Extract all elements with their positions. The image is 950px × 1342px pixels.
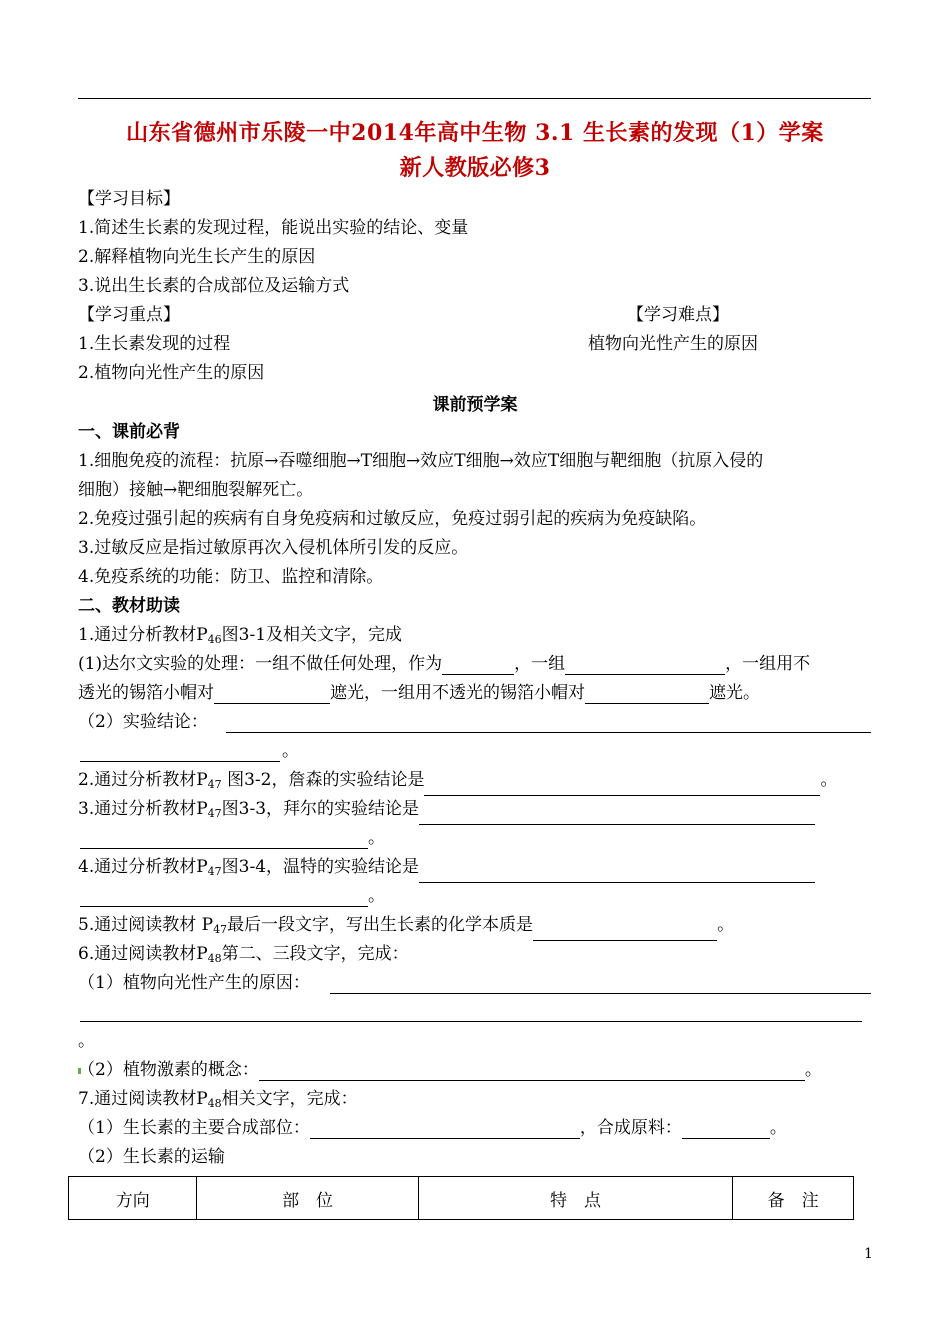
answer-line[interactable] [80, 848, 368, 849]
q6-line2-end-mark: 。 [804, 1060, 822, 1080]
question-1-conclusion-label: （2）实验结论： [78, 712, 208, 732]
question-7-line-1 [78, 1117, 787, 1139]
answer-blank[interactable] [565, 657, 725, 675]
objective-item: 1.简述生长素的发现过程，能说出实验的结论、变量 [78, 218, 469, 238]
document-title-line-2: 新人教版必修3 [399, 155, 551, 181]
part1-line: 2.免疫过强引起的疾病有自身免疫病和过敏反应，免疫过弱引起的疾病为免疫缺陷。 [78, 509, 707, 529]
question-6-line-1: （1）植物向光性产生的原因： [78, 973, 310, 993]
q6-line2-label: （2）植物激素的概念： [78, 1060, 259, 1080]
objectives-heading: 【学习目标】 [78, 189, 180, 209]
q7-line1-b: ，合成原料： [579, 1118, 682, 1138]
part2-heading: 二、教材助读 [78, 596, 180, 616]
question-6-intro [78, 943, 409, 970]
difficulty-item: 植物向光性产生的原因 [588, 334, 758, 354]
answer-blank[interactable] [585, 686, 709, 704]
question-7-intro [78, 1088, 358, 1115]
q5-text-a: 5.通过阅读教材 P [78, 915, 214, 935]
objective-item: 2.解释植物向光生长产生的原因 [78, 247, 316, 267]
q3-text-b: 图3-3，拜尔的实验结论是 [221, 799, 420, 819]
q6-text-a: 6.通过阅读教材P [78, 944, 208, 964]
answer-blank[interactable] [442, 657, 514, 675]
answer-line[interactable] [330, 993, 871, 994]
table-header-notes: 备 注 [733, 1177, 854, 1220]
q1-page-sub: 46 [207, 633, 222, 646]
part1-line: 3.过敏反应是指过敏原再次入侵机体所引发的反应。 [78, 538, 469, 558]
q1-line1-c: ，一组用不 [725, 654, 811, 674]
q6-page-sub: 48 [207, 952, 222, 965]
keypoint-item: 1.生长素发现的过程 [78, 334, 231, 354]
header-rule [78, 98, 871, 99]
question-6-line-2 [78, 1059, 822, 1081]
q7-text-a: 7.通过阅读教材P [78, 1089, 208, 1109]
answer-blank[interactable] [419, 807, 815, 825]
q5-page-sub: 47 [213, 923, 228, 936]
q2-end-mark: 。 [820, 770, 838, 790]
page-number: 1 [864, 1246, 873, 1262]
q1-text-b: 图3-1及相关文字，完成 [221, 625, 403, 645]
answer-blank[interactable] [682, 1121, 770, 1139]
question-1-intro [78, 624, 402, 651]
answer-line[interactable] [80, 906, 368, 907]
table-header-row [69, 1177, 854, 1220]
question-6-end-mark: 。 [78, 1031, 95, 1051]
q1-line1-a: (1)达尔文实验的处理：一组不做任何处理，作为 [78, 654, 443, 674]
table-header-direction: 方向 [69, 1177, 197, 1220]
answer-blank[interactable] [533, 923, 717, 941]
q2-page-sub: 47 [207, 778, 222, 791]
q2-text-a: 2.通过分析教材P [78, 770, 208, 790]
question-5 [78, 914, 734, 941]
q5-text-b: 最后一段文字，写出生长素的化学本质是 [227, 915, 534, 935]
question-1-end-mark: 。 [282, 741, 299, 761]
part1-heading: 一、课前必背 [78, 422, 180, 442]
q1-line2-a: 透光的锡箔小帽对 [78, 683, 214, 703]
q1-line2-c: 遮光。 [709, 683, 760, 703]
part1-line: 1.细胞免疫的流程：抗原→吞噬细胞→T细胞→效应T细胞→效应T细胞与靶细胞（抗原入侵的 [78, 451, 764, 471]
q5-end-mark: 。 [717, 915, 735, 935]
q6-text-b: 第二、三段文字，完成： [221, 944, 409, 964]
table-header-location: 部 位 [197, 1177, 418, 1220]
question-1-line-2 [78, 682, 760, 704]
keypoints-heading: 【学习重点】 [78, 305, 180, 325]
q1-text-a: 1.通过分析教材P [78, 625, 208, 645]
document-title-line-1: 山东省德州市乐陵一中2014年高中生物 3.1 生长素的发现（1）学案 [126, 120, 824, 146]
q1-line1-b: ，一组 [514, 654, 566, 674]
section-title: 课前预学案 [432, 395, 518, 415]
q7-line1-c: 。 [769, 1118, 787, 1138]
answer-blank[interactable] [419, 865, 815, 883]
part1-line: 4.免疫系统的功能：防卫、监控和清除。 [78, 567, 384, 587]
q1-line2-b: 遮光，一组用不透光的锡箔小帽对 [330, 683, 585, 703]
question-1-line-1 [78, 653, 810, 675]
difficulties-heading: 【学习难点】 [627, 305, 729, 325]
keypoint-item: 2.植物向光性产生的原因 [78, 363, 265, 383]
question-2 [78, 769, 837, 796]
q3-page-sub: 47 [207, 807, 222, 820]
objective-item: 3.说出生长素的合成部位及运输方式 [78, 276, 350, 296]
question-3-end-mark: 。 [368, 828, 385, 848]
question-3 [78, 798, 815, 825]
answer-line[interactable] [80, 761, 280, 762]
transport-table [68, 1176, 854, 1220]
answer-line[interactable] [226, 732, 871, 733]
answer-blank[interactable] [214, 686, 330, 704]
q7-page-sub: 48 [207, 1097, 222, 1110]
answer-line[interactable] [80, 1021, 862, 1022]
part1-line: 细胞）接触→靶细胞裂解死亡。 [78, 480, 314, 500]
q4-text-a: 4.通过分析教材P [78, 857, 208, 877]
question-7-line-2: （2）生长素的运输 [78, 1147, 225, 1167]
q7-text-b: 相关文字，完成： [221, 1089, 358, 1109]
q4-text-b: 图3-4，温特的实验结论是 [221, 857, 420, 877]
question-4-end-mark: 。 [368, 886, 385, 906]
question-4 [78, 856, 815, 883]
q4-page-sub: 47 [207, 865, 222, 878]
answer-blank[interactable] [424, 778, 820, 796]
table-header-features: 特 点 [418, 1177, 733, 1220]
answer-blank[interactable] [259, 1063, 805, 1081]
q7-line1-a: （1）生长素的主要合成部位： [78, 1118, 310, 1138]
q3-text-a: 3.通过分析教材P [78, 799, 208, 819]
answer-blank[interactable] [310, 1121, 580, 1139]
q2-text-b: 图3-2，詹森的实验结论是 [221, 770, 425, 790]
